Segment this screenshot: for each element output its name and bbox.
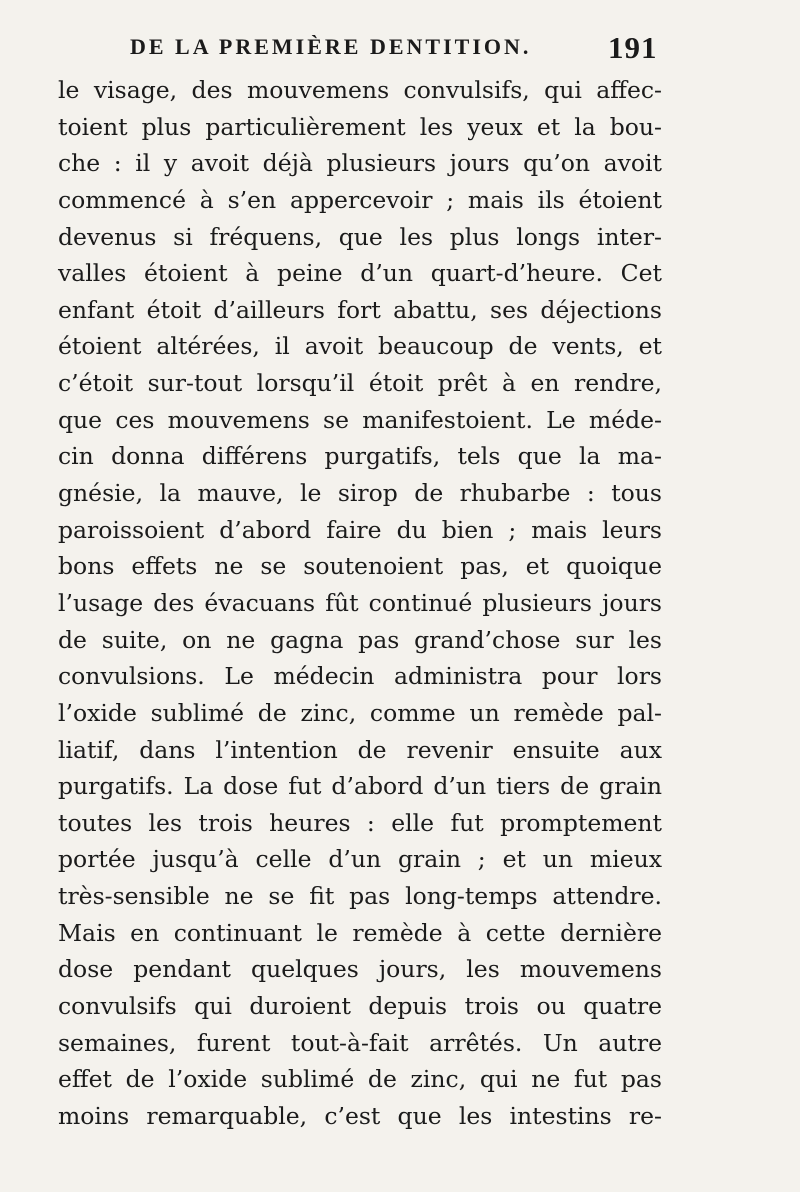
text-line: gnésie, la mauve, le sirop de rhubarbe : tous xyxy=(58,479,662,508)
text-line: de suite, on ne gagna pas grand’chose sur les xyxy=(58,625,662,654)
text-line: le visage, des mouvemens convulsifs, qui affec- xyxy=(58,76,662,104)
text-line: convulsions. Le médecin administra pour lors xyxy=(58,662,662,691)
text-line: que ces mouvemens se manifestoient. Le méde- xyxy=(58,405,662,434)
text-line: semaines, furent tout-à-fait arrêtés. Un autre xyxy=(58,1028,662,1057)
text-line: purgatifs. La dose fut d’abord d’un tiers de grain xyxy=(58,772,662,801)
body-text xyxy=(58,72,662,1135)
text-line: convulsifs qui duroient depuis trois ou quatre xyxy=(58,992,662,1021)
text-line: c’étoit sur-tout lorsqu’il étoit prêt à en rendre, xyxy=(58,369,662,398)
running-head: DE LA PREMIÈRE DENTITION. xyxy=(130,34,532,59)
text-line: étoient altérées, il avoit beaucoup de vents, et xyxy=(58,332,662,361)
text-line: l’usage des évacuans fût continué plusieurs jours xyxy=(58,588,662,617)
text-line: valles étoient à peine d’un quart-d’heure. Cet xyxy=(58,259,662,288)
page-number: 191 xyxy=(608,30,658,65)
text-line: effet de l’oxide sublimé de zinc, qui ne fut pas xyxy=(58,1065,662,1094)
text-line: portée jusqu’à celle d’un grain ; et un mieux xyxy=(58,845,662,874)
text-line: paroissoient d’abord faire du bien ; mais leurs xyxy=(58,515,662,544)
text-line: devenus si fréquens, que les plus longs inter- xyxy=(58,222,662,251)
text-line: cin donna différens purgatifs, tels que la ma- xyxy=(58,442,662,471)
text-line: liatif, dans l’intention de revenir ensuite aux xyxy=(58,735,662,764)
page-header xyxy=(130,30,670,70)
text-line: commencé à s’en appercevoir ; mais ils étoient xyxy=(58,185,662,214)
text-line: bons effets ne se soutenoient pas, et quoique xyxy=(58,552,662,581)
text-line: Mais en continuant le remède à cette dernière xyxy=(58,918,662,947)
text-line: enfant étoit d’ailleurs fort abattu, ses déjections xyxy=(58,295,662,324)
text-line: toient plus particulièrement les yeux et la bou- xyxy=(58,112,662,141)
text-line: l’oxide sublimé de zinc, comme un remède pal- xyxy=(58,698,662,727)
text-line: dose pendant quelques jours, les mouvemens xyxy=(58,955,662,984)
text-line: che : il y avoit déjà plusieurs jours qu’on avoit xyxy=(58,149,662,178)
text-line: toutes les trois heures : elle fut promptement xyxy=(58,808,662,837)
text-line: très-sensible ne se fit pas long-temps attendre. xyxy=(58,882,662,911)
text-line: moins remarquable, c’est que les intestins re- xyxy=(58,1101,662,1130)
